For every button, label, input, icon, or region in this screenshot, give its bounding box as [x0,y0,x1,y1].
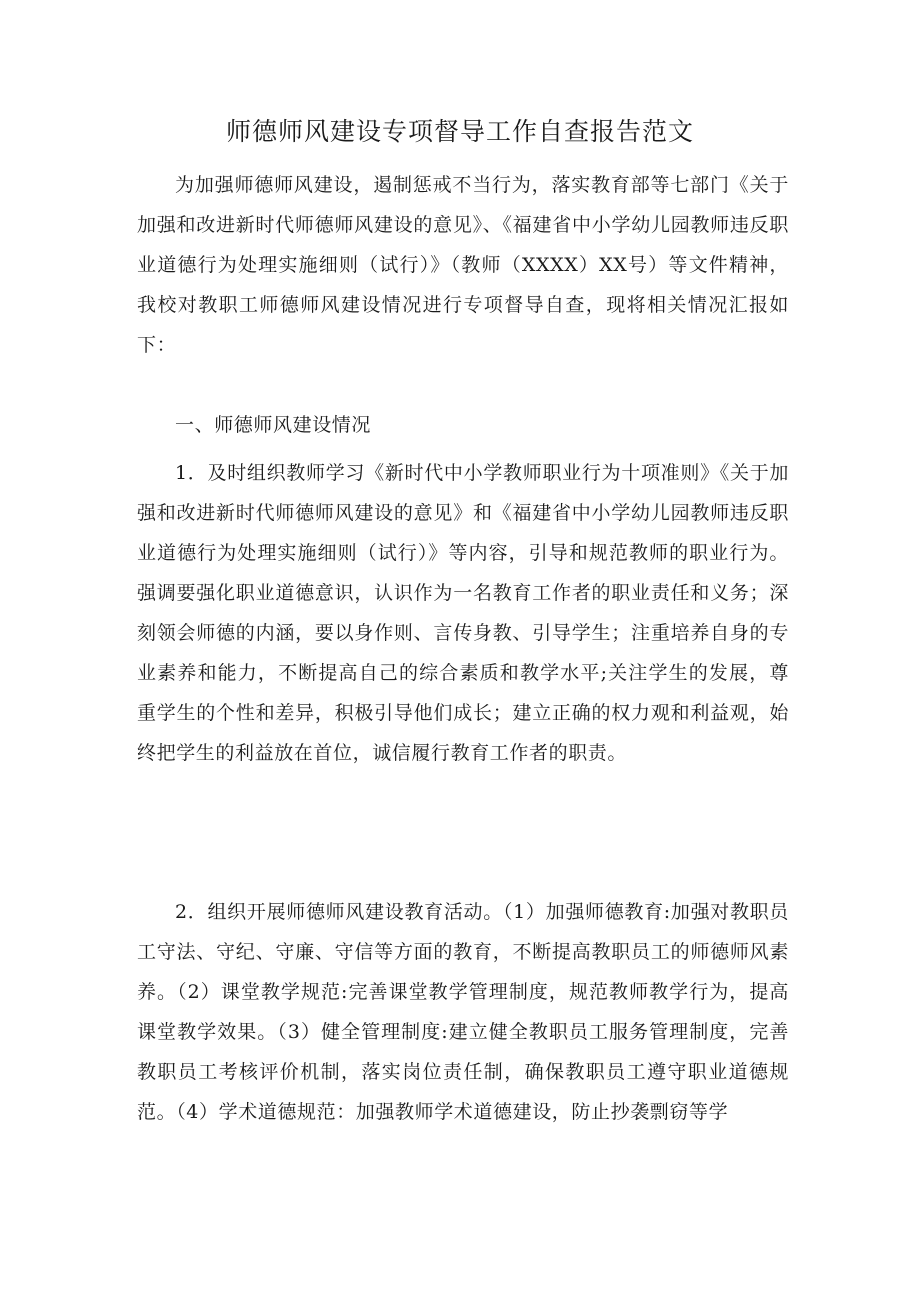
document-title: 师德师风建设专项督导工作自查报告范文 [225,117,694,146]
item-1-paragraph: 1．及时组织教师学习《新时代中小学教师职业行为十项准则》《关于加强和改进新时代师德师风建设的意见》和《福建省中小学幼儿园教师违反职业道德行为处理实施细则（试行）》等内容，引导和规范教师的职业行为。强调要强化职业道德意识，认识作为一名教育工作者的职业责任和义务；深刻领会师德的内涵，要以身作则、言传身教、引导学生；注重培养自身的专业素养和能力，不断提高自己的综合素质和教学水平;关注学生的发展，尊重学生的个性和差异，积极引导他们成长；建立正确的权力观和利益观，始终把学生的利益放在首位，诚信履行教育工作者的职责。 [137,462,789,764]
intro-paragraph: 为加强师德师风建设，遏制惩戒不当行为，落实教育部等七部门《关于加强和改进新时代师德师风建设的意见》、《福建省中小学幼儿园教师违反职业道德行为处理实施细则（试行）》（教师（XXXX）XX号）等文件精神，我校对教职工师德师风建设情况进行专项督导自查，现将相关情况汇报如下： [137,174,789,356]
item-2-paragraph: 2．组织开展师德师风建设教育活动。（1）加强师德教育:加强对教职员工守法、守纪、守廉、守信等方面的教育，不断提高教职员工的师德师风素养。（2）课堂教学规范:完善课堂教学管理制度，规范教师教学行为，提高课堂教学效果。（3）健全管理制度:建立健全教职员工服务管理制度，完善教职员工考核评价机制，落实岗位责任制，确保教职员工遵守职业道德规范。（4）学术道德规范：加强教师学术道德建设，防止抄袭剽窃等学 [137,901,789,1123]
section-heading: 一、师德师风建设情况 [175,414,372,436]
